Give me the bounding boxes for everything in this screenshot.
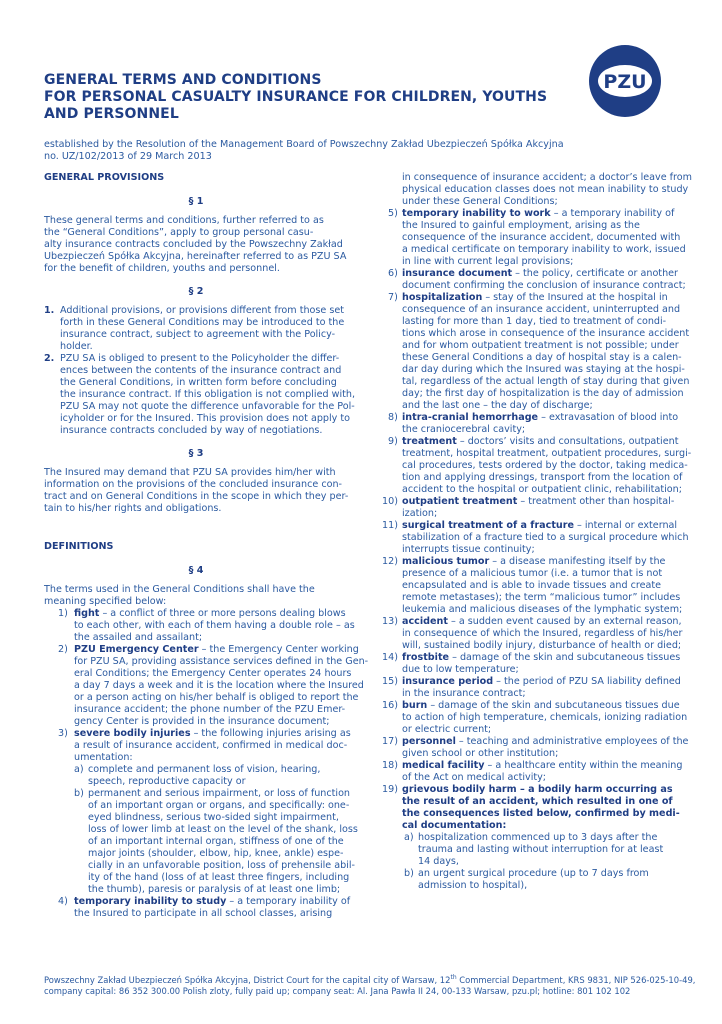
title-line: AND PERSONNEL [44,106,179,122]
definition-item: 2) PZU Emergency Center – the Emergency Center working for PZU SA, providing assistance services defined in the Gen- eral Conditions; the Emergency Center operates 24 hours a day 7 days a week and it is the location where the Insured or a person acting on his/her behalf is obliged to report the insurance accident; the phone number of the PZU Emer- gency Center is provided in the insurance document; [58,644,369,727]
definition-term: personnel [402,736,456,747]
paragraph-4-intro: The terms used in the General Conditions shall have the meaning specified below: [44,584,315,607]
definition-item: 5) temporary inability to work – a temporary inability of the Insured to gainful employment, arising as the consequence of the insurance accident, documented with a medical certificate on temporary inability to work, issued in line with current legal provisions; [388,208,686,267]
definition-term: fight [74,608,100,619]
definition-item: 15) insurance period – the period of PZU SA liability defined in the insurance contract; [382,676,681,699]
definition-term: burn [402,700,428,711]
right-column [382,172,692,892]
paragraph-2-heading: § 2 [188,286,204,297]
definition-term: medical facility [402,760,485,771]
definition-term: surgical treatment of a fracture [402,520,574,531]
definition-item: 10) outpatient treatment – treatment other than hospital- ization; [382,496,675,519]
definition-item: 6) insurance document – the policy, certificate or another document confirming the conclusion of insurance contract; [388,268,686,291]
paragraph-3-text: The Insured may demand that PZU SA provides him/her with information on the provisions of the concluded insurance con- tract and on General Conditions in the scope in which they per- tain to his/her rights and obligations. [44,467,349,514]
left-column [44,172,369,920]
definition-term: hospitalization [402,292,483,303]
footer-line: company capital: 86 352 300.00 Polish zloty, fully paid up; company seat: Al. Jana Pawła II 24, 00-133 Warsaw, pzu.pl; hotline: 801 102 102 [44,985,631,996]
title-line: GENERAL TERMS AND CONDITIONS [44,72,322,88]
sub-item: b) permanent and serious impairment, or loss of function of an important organ or organs, and specifically: one- eyed blindness, serious two-sided sight impairment, loss of lower limb at least on the level of the shank, loss of an important internal organ, stiffness of one of the major joints (shoulder, elbow, hip, knee, ankle) espe- cially in an unfavorable position, loss of prehensile abil- ity of the hand (loss of at least three fingers, including the thumb), paresis or paralysis of at least one limb; [74,788,358,895]
logo-text: PZU [603,71,647,93]
established-line: established by the Resolution of the Management Board of Powszechny Zakład Ubezpieczeń Spółka Akcyjna [44,139,564,150]
title-line: FOR PERSONAL CASUALTY INSURANCE FOR CHILDREN, YOUTHS [44,89,548,105]
definition-item: 9) treatment – doctors’ visits and consultations, outpatient treatment, hospital treatment, outpatient procedures, surgi- cal procedures, tests ordered by the doctor, taking medica- tion and applying dressings, transport from the location of accident to the hospital or outpatient clinic, rehabilitation; [388,436,692,495]
definition-term: temporary inability to work [402,208,551,219]
footer-line: Powszechny Zakład Ubezpieczeń Spółka Akcyjna, District Court for the capital city of Warsaw, 12th Commercial Department, KRS 9831, NIP 526-025-10-49, [44,974,696,985]
paragraph-4-heading: § 4 [188,565,204,576]
sub-item: a) hospitalization commenced up to 3 days after the trauma and lasting without interruption for at least 14 days, [404,832,664,867]
definition-item: 4) temporary inability to study – a temporary inability of the Insured to participate in all school classes, arising [58,896,351,919]
definition-term: insurance period [402,676,494,687]
definition-term: frostbite [402,652,450,663]
definition-item: 7) hospitalization – stay of the Insured at the hospital in consequence of an insurance accident, uninterrupted and lasting for more than 1 day, tied to treatment of condi- tions which arose in consequence of the insurance accident and for whom outpatient treatment is not possible; under these General Conditions a day of hospital stay is a calen- dar day during which the Insured was staying at the hospi- tal, regardless of the actual length of stay during that given day; the first day of hospitalization is the day of admission and the last one – the day of discharge; [388,292,690,411]
definition-term: PZU Emergency Center [74,644,199,655]
definition-term: severe bodily injuries [74,728,191,739]
definition-item: 11) surgical treatment of a fracture – internal or external stabilization of a fracture tied to a surgical procedure which interrupts tissue continuity; [382,520,689,555]
established-line: no. UZ/102/2013 of 29 March 2013 [44,151,212,162]
definition-term: intra-cranial hemorrhage [402,412,539,423]
footer [44,972,694,997]
paragraph-1-text: These general terms and conditions, further referred to as the “General Conditions”, apply to group personal casu- alty insurance contracts concluded by the Powszechny Zakład Ubezpieczeń Spółka Akcyjna, hereinafter referred to as PZU SA for the benefit of children, youths and personnel. [44,215,347,274]
sub-item: a) complete and permanent loss of vision, hearing, speech, reproductive capacity or [74,764,321,787]
established-note [44,139,684,163]
definition-term: malicious tumor [402,556,490,567]
paragraph-1-heading: § 1 [188,196,204,207]
definition-item: 1) fight – a conflict of three or more persons dealing blows to each other, with each of them having a double role – as the assailed and assailant; [58,608,355,643]
definition-term: temporary inability to study [74,896,227,907]
definition-item: 17) personnel – teaching and administrative employees of the given school or other institution; [382,736,689,759]
definition-item: 16) burn – damage of the skin and subcutaneous tissues due to action of high temperature, chemicals, ionizing radiation or electric current; [382,700,688,735]
definition-item: 13) accident – a sudden event caused by an external reason, in consequence of which the Insured, regardless of his/her will, sustained bodily injury, disturbance of health or died; [382,616,683,651]
list-item: 1. Additional provisions, or provisions different from those set forth in these General Conditions may be introduced to the insurance contract, subject to agreement with the Policy- holder. [44,305,345,352]
list-item: 2. PZU SA is obliged to present to the Policyholder the differ- ences between the contents of the insurance contract and the General Conditions, in written form before concluding the insurance contract. If this obligation is not complied with, PZU SA may not quote the difference unfavorable for the Pol- icyholder or for the Insured. This provision does not apply to insurance contracts concluded by way of negotiations. [44,353,356,436]
definition-continuation: in consequence of insurance accident; a doctor’s leave from physical education classes does not mean inability to study under these General Conditions; [402,172,692,207]
pzu-logo [588,44,662,118]
document-title [44,72,564,123]
definition-item: 8) intra-cranial hemorrhage – extravasation of blood into the craniocerebral cavity; [388,412,679,435]
definition-term: insurance document [402,268,513,279]
section-heading-definitions: DEFINITIONS [44,541,114,552]
definition-term: accident [402,616,448,627]
sub-item: b) an urgent surgical procedure (up to 7 days from admission to hospital), [404,868,649,891]
definition-item: 18) medical facility – a healthcare entity within the meaning of the Act on medical activity; [382,760,683,783]
paragraph-3-heading: § 3 [188,448,204,459]
section-heading-general: GENERAL PROVISIONS [44,172,165,183]
definition-item: 3) severe bodily injuries – the following injuries arising as a result of insurance accident, confirmed in medical doc- umentation: a) complete and permanent loss of vision, hearing, speech, reproductive capacity or b) permanent and serious impairment, or loss of function of an important organ or organs, and specifically: one- eyed blindness, serious two-sided sight impairment, loss of lower limb at least on the level of the shank, loss of an important internal organ, stiffness of one of the major joints (shoulder, elbow, hip, knee, ankle) espe- cially in an unfavorable position, loss of prehensile abil- ity of the hand (loss of at least three fingers, including the thumb), paresis or paralysis of at least one limb; [58,728,358,895]
definition-term: treatment [402,436,457,447]
definition-term: outpatient treatment [402,496,518,507]
definition-item: 19) grievous bodily harm – a bodily harm occurring as the result of an accident, which resulted in one of the consequences listed below, confirmed by medi- cal documentation: a) hospitalization commenced up to 3 days after the trauma and lasting without interruption for at least 14 days, b) an urgent surgical procedure (up to 7 days from admission to hospital), [382,784,680,891]
definition-item: 14) frostbite – damage of the skin and subcutaneous tissues due to low temperature; [382,652,681,675]
definition-term: grievous bodily harm – a bodily harm occurring as [402,784,673,795]
definition-item: 12) malicious tumor – a disease manifesting itself by the presence of a malicious tumor (i.e. a tumor that is not encapsulated and is able to invade tissues and create remote metastases); the term “malicious tumor” includes leukemia and malicious diseases of the lymphatic system; [382,556,683,615]
